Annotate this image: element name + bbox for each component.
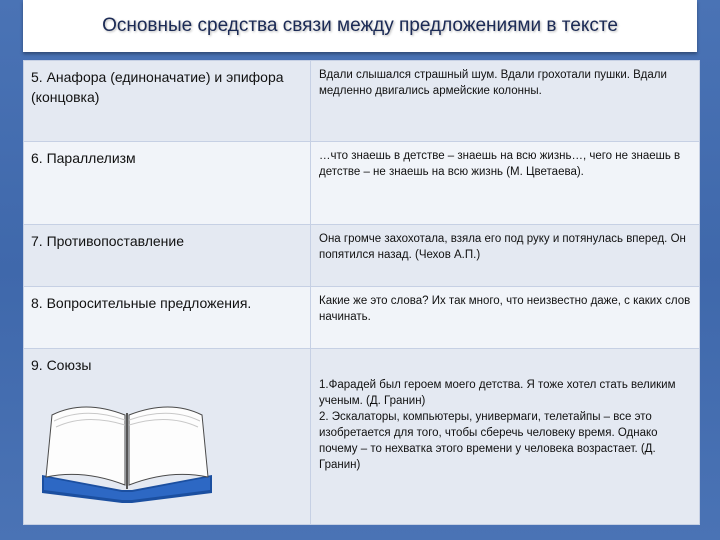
example-text: Какие же это слова? Их так много, что неизвестно даже, с каких слов начинать. (319, 295, 691, 323)
example-text: …что знаешь в детстве – знаешь на всю жизнь…, чего не знаешь в детстве – не знаешь на всю жизнь (М. Цветаева). (319, 150, 681, 178)
term-label: 6. Параллелизм (31, 150, 136, 166)
term-cell (24, 142, 311, 225)
table-row (24, 349, 700, 525)
term-label: 5. Анафора (единоначатие) и эпифора (концовка) (31, 69, 284, 105)
table-row (24, 225, 700, 287)
example-text: Вдали слышался страшный шум. Вдали грохотали пушки. Вдали медленно двигались армейские колонны. (319, 69, 667, 97)
example-cell (311, 61, 700, 142)
title-banner (23, 0, 697, 52)
open-book-icon (38, 393, 216, 505)
content-table (23, 60, 700, 525)
example-line: 2. Эскалаторы, компьютеры, универмаги, телетайпы – все это изобретается для того, чтобы сберечь человеку время. Однако почему – то нехватка этого времени у человека возрастает. (Д. Гранин) (319, 411, 658, 471)
table-row (24, 287, 700, 349)
example-cell (311, 225, 700, 287)
table-row (24, 142, 700, 225)
term-cell (24, 349, 311, 525)
term-label: 9. Союзы (31, 357, 92, 373)
term-cell (24, 61, 311, 142)
term-label: 7. Противопоставление (31, 233, 185, 249)
example-cell (311, 349, 700, 525)
example-cell (311, 142, 700, 225)
example-text: Она громче захохотала, взяла его под руку и потянулась вперед. Он попятился назад. (Чехов А.П.) (319, 233, 686, 261)
term-cell (24, 225, 311, 287)
page-title: Основные средства связи между предложениями в тексте (102, 15, 618, 36)
table-row (24, 61, 700, 142)
example-text (311, 349, 699, 473)
term-label: 8. Вопросительные предложения. (31, 295, 252, 311)
example-cell (311, 287, 700, 349)
example-line: 1.Фарадей был героем моего детства. Я тоже хотел стать великим ученым. (Д. Гранин) (319, 379, 676, 407)
term-cell (24, 287, 311, 349)
